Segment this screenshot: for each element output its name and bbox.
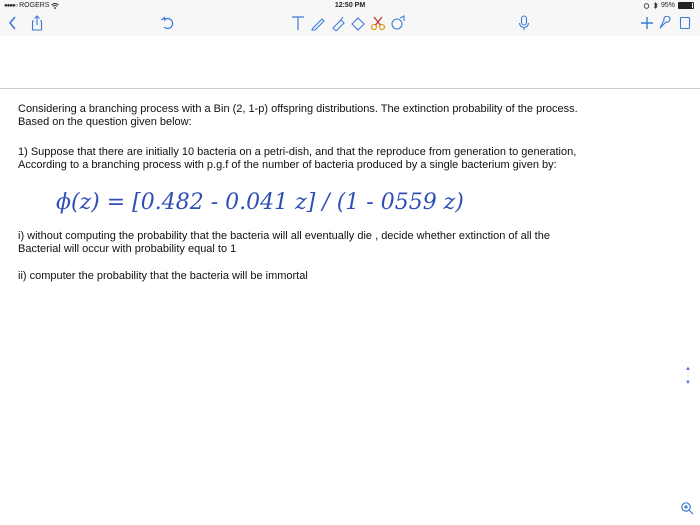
status-bar [0, 0, 700, 12]
battery-percent: 95% [660, 2, 675, 9]
scissors-icon[interactable] [369, 14, 387, 32]
page-indicator-icon: ⋮ [685, 373, 691, 379]
paragraph-2 [18, 146, 658, 172]
paragraph-4 [18, 270, 658, 283]
carrier-label: ROGERS [19, 2, 50, 9]
pages-icon[interactable] [676, 14, 694, 32]
undo-icon[interactable] [158, 14, 176, 32]
eraser-icon[interactable] [349, 14, 367, 32]
paragraph-1 [18, 103, 658, 129]
text-line: ii) computer the probability that the bacteria will be immortal [18, 270, 308, 282]
add-icon[interactable] [638, 14, 656, 32]
lock-rotation-icon [643, 3, 650, 9]
formula-text: ϕ(z) = [0.482 - 0.041 z] / (1 - 0559 z) [56, 190, 464, 215]
bluetooth-icon [653, 2, 658, 9]
text-line: i) without computing the probability that the bacteria will all eventually die , decide whether extinction of all the [18, 230, 550, 242]
highlighter-icon[interactable] [329, 14, 347, 32]
zoom-icon[interactable] [680, 501, 694, 515]
text-line: Bacterial will occur with probability equal to 1 [18, 243, 237, 255]
status-right [643, 2, 694, 9]
text-line: Considering a branching process with a Bin (2, 1-p) offspring distributions. The extinction probability of the process. [18, 103, 578, 115]
battery-fill [679, 3, 692, 8]
clock: 12:50 PM [334, 2, 366, 9]
text-tool-icon[interactable] [289, 14, 307, 32]
title-area[interactable] [0, 36, 700, 88]
paragraph-3 [18, 230, 658, 256]
share-icon[interactable] [28, 14, 46, 32]
microphone-icon[interactable] [515, 14, 533, 32]
text-line: Based on the question given below: [18, 116, 192, 128]
handwritten-formula [56, 185, 526, 225]
scroll-up-icon[interactable]: ▲ [685, 366, 691, 372]
scroll-down-icon[interactable]: ▼ [685, 380, 691, 386]
signal-strength-icon: ●●●●○ [4, 2, 18, 9]
text-line: According to a branching process with p.g.f of the number of bacteria produced by a single bacterium given by: [18, 159, 557, 171]
shapes-icon[interactable] [389, 14, 407, 32]
battery-icon [678, 2, 694, 9]
text-line: 1) Suppose that there are initially 10 bacteria on a petri-dish, and that the reproduce from generation to generation, [18, 146, 577, 158]
chevron-left-icon[interactable] [4, 14, 22, 32]
toolbar [0, 12, 700, 36]
note-page[interactable] [0, 89, 700, 525]
page-scroll-control[interactable] [684, 366, 692, 396]
wrench-icon[interactable] [656, 14, 674, 32]
pen-tool-icon[interactable] [309, 14, 327, 32]
